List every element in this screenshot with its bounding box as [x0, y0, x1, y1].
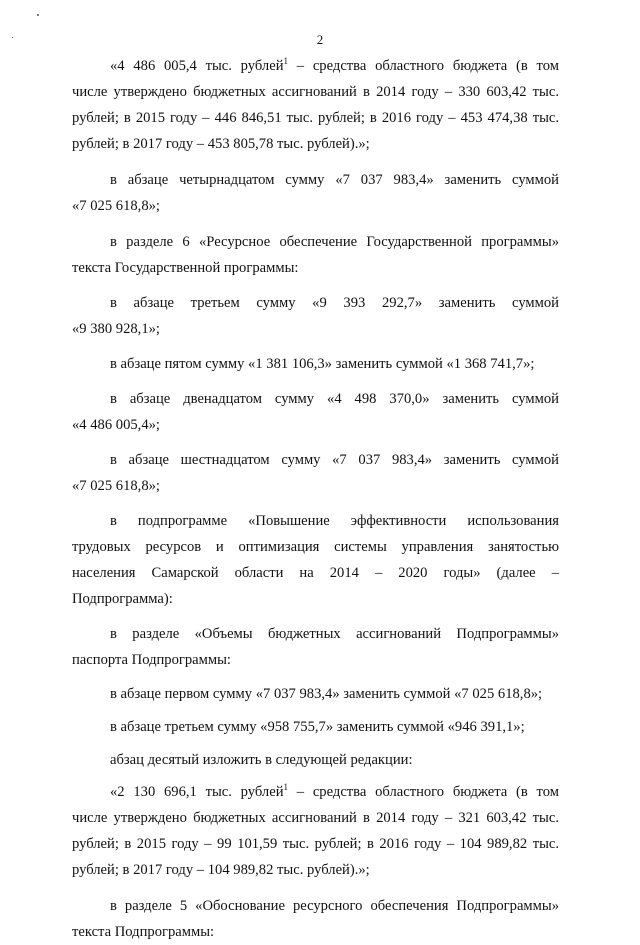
text-line: абзац десятый изложить в следующей редакции:	[110, 752, 413, 768]
text-line: текста Подпрограммы:	[72, 924, 215, 940]
text-line: рублей; в 2017 году – 453 805,78 тыс. рублей).»;	[72, 136, 370, 152]
text-line: в подпрограмме «Повышение эффективности использования	[110, 513, 559, 529]
paragraph-b10	[72, 681, 559, 707]
text-line: в абзаце четырнадцатом сумму «7 037 983,4» заменить суммой	[110, 172, 559, 188]
text-line: «7 025 618,8»;	[72, 478, 160, 494]
text-line: в разделе 5 «Обоснование ресурсного обеспечения Подпрограммы»	[110, 898, 559, 914]
scan-speck	[12, 37, 13, 38]
text-line: числе утверждено бюджетных ассигнований в 2014 году – 321 603,42 тыс.	[72, 810, 559, 826]
paragraph-b2	[72, 167, 559, 219]
paragraph-b7	[72, 447, 559, 499]
paragraph-b13	[72, 779, 559, 883]
text-line: «4 486 005,4»;	[72, 417, 160, 433]
text-line: в абзаце пятом сумму «1 381 106,3» заменить суммой «1 368 741,7»;	[110, 356, 535, 372]
text-line: «4 486 005,4 тыс. рублей$^1$ – средства областного бюджета (в том	[110, 56, 559, 74]
paragraph-b6	[72, 386, 559, 438]
text-line: в разделе «Объемы бюджетных ассигнований Подпрограммы»	[110, 626, 559, 642]
text-line: рублей; в 2017 году – 104 989,82 тыс. рублей).»;	[72, 862, 370, 878]
text-line: в абзаце третьем сумму «9 393 292,7» заменить суммой	[110, 295, 559, 311]
text-line: населения Самарской области на 2014 – 2020 годы» (далее –	[72, 565, 559, 581]
text-line: Подпрограмма):	[72, 591, 173, 607]
text-line: в абзаце двенадцатом сумму «4 498 370,0» заменить суммой	[110, 391, 559, 407]
paragraph-b5	[72, 351, 559, 377]
text-line: в абзаце первом сумму «7 037 983,4» заменить суммой «7 025 618,8»;	[110, 686, 543, 702]
text-line: числе утверждено бюджетных ассигнований в 2014 году – 330 603,42 тыс.	[72, 84, 559, 100]
paragraph-b9	[72, 621, 559, 673]
paragraph-b8	[72, 508, 559, 612]
paragraph-b11	[72, 714, 559, 740]
text-line: трудовых ресурсов и оптимизация системы управления занятостью	[72, 539, 559, 555]
text-line: паспорта Подпрограммы:	[72, 652, 231, 668]
text-line: в абзаце шестнадцатом сумму «7 037 983,4» заменить суммой	[110, 452, 559, 468]
text-line: в разделе 6 «Ресурсное обеспечение Государственной программы»	[110, 234, 559, 250]
paragraph-b3	[72, 229, 559, 281]
paragraph-b14	[72, 893, 559, 945]
text-line: «2 130 696,1 тыс. рублей$^1$ – средства областного бюджета (в том	[110, 782, 559, 800]
paragraph-b12	[72, 747, 559, 773]
paragraph-b4	[72, 290, 559, 342]
document-body	[72, 53, 559, 945]
text-line: «7 025 618,8»;	[72, 198, 160, 214]
text-line: рублей; в 2015 году – 99 101,59 тыс. рублей; в 2016 году – 104 989,82 тыс.	[72, 836, 559, 852]
text-line: «9 380 928,1»;	[72, 321, 160, 337]
text-line: текста Государственной программы:	[72, 260, 299, 276]
paragraph-b1	[72, 53, 559, 157]
text-line: в абзаце третьем сумму «958 755,7» заменить суммой «946 391,1»;	[110, 719, 525, 735]
scan-speck	[37, 14, 39, 16]
text-line: рублей; в 2015 году – 446 846,51 тыс. рублей; в 2016 году – 453 474,38 тыс.	[72, 110, 559, 126]
page-number: 2	[316, 32, 324, 47]
